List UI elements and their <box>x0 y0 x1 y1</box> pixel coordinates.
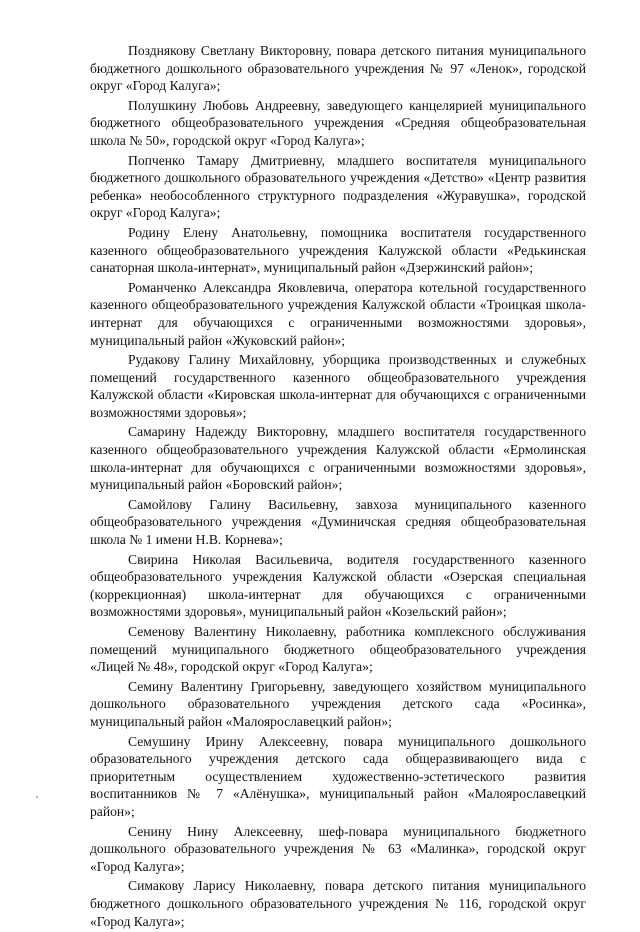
list-item: Попченко Тамару Дмитриевну, младшего воспитателя муниципального бюджетного дошкольного образовательного учреждения «Детство» «Центр развития ребенка» необособленного структурного подразделения «Журавушка», городской округ «Город Калуга»; <box>90 152 586 221</box>
scan-speck <box>36 796 38 798</box>
list-item: Самарину Надежду Викторовну, младшего воспитателя государственного казенного общеобразовательного учреждения Калужской области «Ермолинская школа-интернат для обучающихся с ограниченными возможностями здоровья», муниципальный район «Боровский район»; <box>90 424 586 493</box>
list-item: Свирина Николая Васильевича, водителя государственного казенного общеобразовательного учреждения Калужской области «Озерская специальная (коррекционная) школа-интернат для обучающихся с ограниченными возможностями здоровья», муниципальный район «Козельский район»; <box>90 551 586 620</box>
document-body <box>90 42 586 932</box>
list-item: Семенову Валентину Николаевну, работника комплексного обслуживания помещений муниципального бюджетного общеобразовательного учреждения «Лицей № 48», городской округ «Город Калуга»; <box>90 624 586 675</box>
list-item: Семину Валентину Григорьевну, заведующего хозяйством муниципального дошкольного образовательного учреждения детского сада «Росинка», муниципальный район «Малоярославецкий район»; <box>90 678 586 729</box>
list-item: Позднякову Светлану Викторовну, повара детского питания муниципального бюджетного дошкольного образовательного учреждения № 97 «Ленок», городской округ «Город Калуга»; <box>90 43 586 94</box>
list-item: Самойлову Галину Васильевну, завхоза муниципального казенного общеобразовательного учреждения «Думиничская средняя общеобразовательная школа № 1 имени Н.В. Корнева»; <box>90 496 586 548</box>
list-item: Романченко Александра Яковлевича, оператора котельной государственного казенного общеобразовательного учреждения Калужской области «Троицкая школа-интернат для обучающихся с ограниченными возможностями здоровья», муниципальный район «Жуковский район»; <box>90 279 586 348</box>
list-item: Рудакову Галину Михайловну, уборщика производственных и служебных помещений государственного казенного общеобразовательного учреждения Калужской области «Кировская школа-интернат для обучающихся с ограниченными возможностями здоровья»; <box>90 352 586 420</box>
list-item: Семушину Ирину Алексеевну, повара муниципального дошкольного образовательного учреждения детского сада общеразвивающего вида с приоритетным осуществлением художественно-эстетического развития воспитанников № 7 «Алёнушка», муниципальный район «Малоярославецкий район»; <box>90 733 586 819</box>
list-item: Сенину Нину Алексеевну, шеф-повара муниципального бюджетного дошкольного образовательного учреждения № 63 «Малинка», городской округ «Город Калуга»; <box>90 823 586 874</box>
list-item: Симакову Ларису Николаевну, повара детского питания муниципального бюджетного дошкольного образовательного учреждения № 116, городской округ «Город Калуга»; <box>90 878 586 929</box>
list-item: Родину Елену Анатольевну, помощника воспитателя государственного казенного общеобразовательного учреждения Калужской области «Редькинская санаторная школа-интернат», муниципальный район «Дзержинский район»; <box>90 224 586 276</box>
list-item: Полушкину Любовь Андреевну, заведующего канцелярией муниципального бюджетного общеобразовательного учреждения «Средняя общеобразовательная школа № 50», городской округ «Город Калуга»; <box>90 97 586 148</box>
